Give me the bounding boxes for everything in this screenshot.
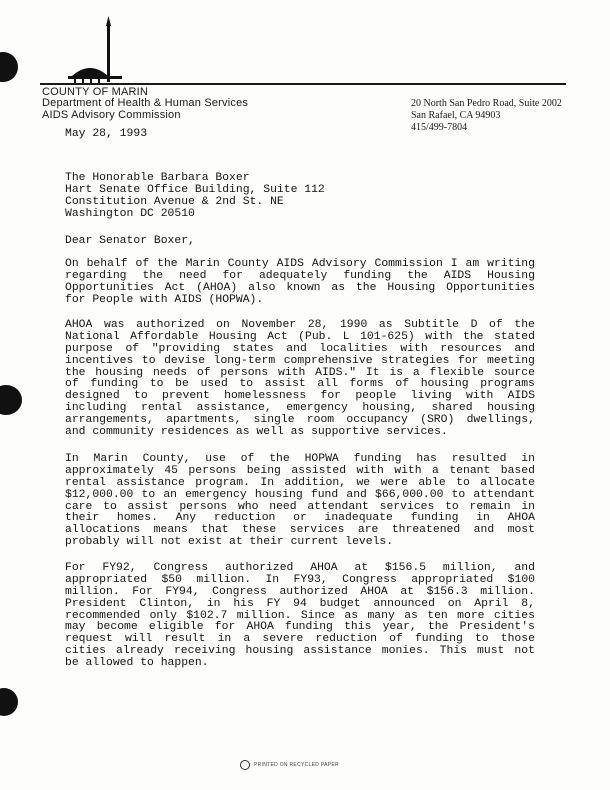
paragraph-line: allocations means that these services are threatened and most	[65, 524, 535, 537]
hole-punch-middle	[0, 385, 22, 415]
paragraph-line: probably will not exist at their current levels.	[65, 536, 394, 549]
paragraph-2	[65, 320, 535, 439]
paragraph-line: and community residences as well as supportive services.	[65, 426, 448, 439]
paragraph-line: $12,000.00 to an emergency housing fund and $66,000.00 to attendant	[65, 488, 535, 501]
recipient-street: Constitution Avenue & 2nd St. NE	[65, 196, 284, 208]
commission-name: AIDS Advisory Commission	[42, 109, 181, 121]
paragraph-line: designed to prevent homelessness for people living with AIDS	[65, 390, 535, 403]
recipient-city: Washington DC 20510	[65, 208, 195, 220]
footer	[240, 760, 339, 770]
paragraph-line: recommended only $102.7 million. Since as many as ten more cities	[65, 609, 535, 622]
letterhead-rule	[40, 83, 566, 85]
paragraph-line: may become eligible for AHOA funding this year, the President's	[65, 621, 535, 634]
paragraph-line: including rental assistance, emergency housing, shared housing	[65, 402, 535, 415]
paragraph-line: President Clinton, in his FY 94 budget announced on April 8,	[65, 597, 535, 610]
paragraph-line: regarding the need for adequately funding the AIDS Housing	[65, 269, 535, 282]
paragraph-line: for People with AIDS (HOPWA).	[65, 293, 264, 306]
paragraph-line: In Marin County, use of the HOPWA funding has resulted in	[65, 453, 535, 465]
address-street: 20 North San Pedro Road, Suite 2002	[411, 98, 562, 109]
paragraph-line: request will result in a severe reduction of funding to those	[65, 633, 535, 646]
paragraph-line: million. For FY94, Congress authorized AHOA at $156.3 million.	[65, 585, 535, 598]
paragraph-line: rental assistance program. In addition, we were able to allocate	[65, 476, 535, 489]
paragraph-line: purpose of "providing states and localities with resources and	[65, 342, 535, 355]
paragraph-line: incentives to devise long-term comprehensive strategies for meeting	[65, 354, 535, 367]
paragraph-line: be allowed to happen.	[65, 657, 209, 670]
paragraph-line: approximately 45 persons being assisted with with a tenant based	[65, 464, 535, 477]
recipient-building: Hart Senate Office Building, Suite 112	[65, 184, 325, 196]
hole-punch-bottom	[0, 688, 18, 716]
paragraph-line: cities already receiving housing assistance monies. This must not	[65, 645, 535, 658]
paragraph-line: their homes. Any reduction or inadequate funding in AHOA	[65, 512, 535, 525]
paragraph-line: of funding to be used to assist all forms of housing programs	[65, 378, 535, 391]
address-phone: 415/499-7804	[411, 122, 468, 133]
paragraph-1	[65, 259, 535, 307]
county-name: COUNTY OF MARIN	[42, 86, 149, 98]
department-name: Department of Health & Human Services	[42, 97, 249, 109]
footer-text: PRINTED ON RECYCLED PAPER	[254, 762, 339, 768]
paragraph-line: appropriated $50 million. In FY93, Congress appropriated $100	[65, 573, 535, 586]
recipient-name: The Honorable Barbara Boxer	[65, 172, 250, 184]
paragraph-line: National Affordable Housing Act (Pub. L 101-625) with the stated	[65, 330, 535, 343]
paragraph-line: Opportunities Act (AHOA) also known as the Housing Opportunities	[65, 281, 535, 294]
paragraph-line: the housing needs of persons with AIDS." It is a flexible source	[65, 366, 535, 379]
paragraph-line: For FY92, Congress authorized AHOA at $156.5 million, and	[65, 562, 535, 574]
recycle-seal-icon	[240, 760, 250, 770]
paragraph-line: care to assist persons who need attendant services to remain in	[65, 500, 535, 513]
paragraph-3	[65, 454, 535, 549]
county-logo-icon	[68, 16, 128, 86]
paragraph-line: On behalf of the Marin County AIDS Advisory Commission I am writing	[65, 258, 535, 270]
letter-date: May 28, 1993	[65, 128, 148, 140]
paragraph-line: AHOA was authorized on November 28, 1990 as Subtitle D of the	[65, 319, 535, 331]
hole-punch-top	[0, 52, 18, 82]
paragraph-4	[65, 563, 535, 670]
address-city: San Rafael, CA 94903	[411, 110, 501, 121]
paragraph-line: arrangements, apartments, single room occupancy (SRO) dwellings,	[65, 414, 535, 427]
salutation: Dear Senator Boxer,	[65, 235, 195, 247]
